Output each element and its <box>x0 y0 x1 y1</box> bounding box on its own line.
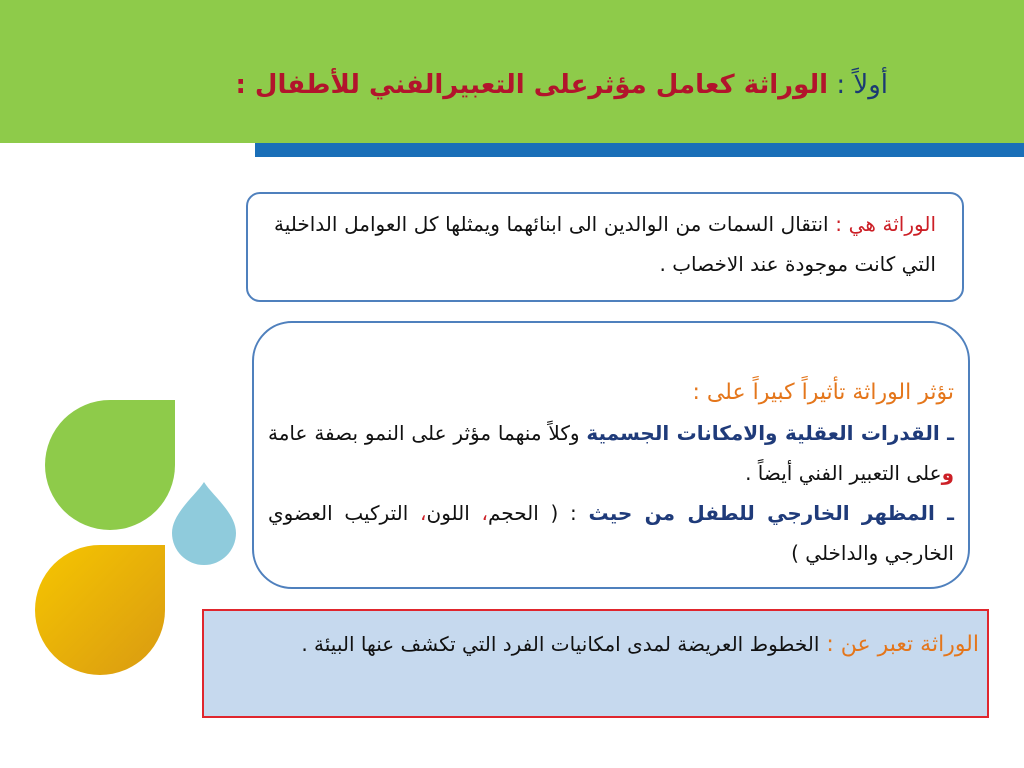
item1-bold: القدرات العقلية والامكانات الجسمية <box>586 421 940 445</box>
item2-comma-1: ، <box>481 501 488 525</box>
effects-heading: تؤثر الوراثة تأثيراً كبيراً على : <box>692 380 954 405</box>
gold-leaf-shape <box>35 545 165 675</box>
item2-text3: التركيب العضوي الخارجي والداخلي ) <box>268 501 954 565</box>
green-leaf-shape <box>45 400 175 530</box>
effects-item-2 <box>268 493 954 573</box>
item1-text1: وكلاً منهما مؤثر على النمو بصفة عامة <box>268 421 587 445</box>
expression-label: الوراثة تعبر عن : <box>819 632 979 657</box>
expression-box <box>202 609 989 718</box>
definition-label: الوراثة هي : <box>828 212 937 236</box>
item1-dash: ـ <box>939 421 954 445</box>
item2-text1: : ( الحجم <box>488 501 589 525</box>
effects-box <box>252 321 970 589</box>
item1-text2: على التعبير الفني أيضاً . <box>745 461 942 485</box>
title-underline-stripe <box>255 143 1024 157</box>
title-main: الوراثة كعامل مؤثرعلى التعبيرالفني للأطفال : <box>235 70 829 100</box>
definition-box <box>246 192 964 302</box>
item1-and: و <box>941 461 954 485</box>
item2-bold: المظهر الخارجي للطفل من حيث <box>588 501 935 525</box>
item2-text2: اللون <box>426 501 482 525</box>
item2-dash: ـ <box>934 501 954 525</box>
blue-drop-shape <box>172 482 236 565</box>
expression-text: الخطوط العريضة لمدى امكانيات الفرد التي تكشف عنها البيئة . <box>301 632 820 656</box>
title-prefix: أولاً : <box>828 70 888 100</box>
effects-item-1 <box>268 413 954 493</box>
definition-text: انتقال السمات من الوالدين الى ابنائهما ويمثلها كل العوامل الداخلية التي كانت موجودة عند الاخصاب . <box>274 212 936 276</box>
item2-comma-2: ، <box>420 501 427 525</box>
slide-title <box>235 70 888 100</box>
